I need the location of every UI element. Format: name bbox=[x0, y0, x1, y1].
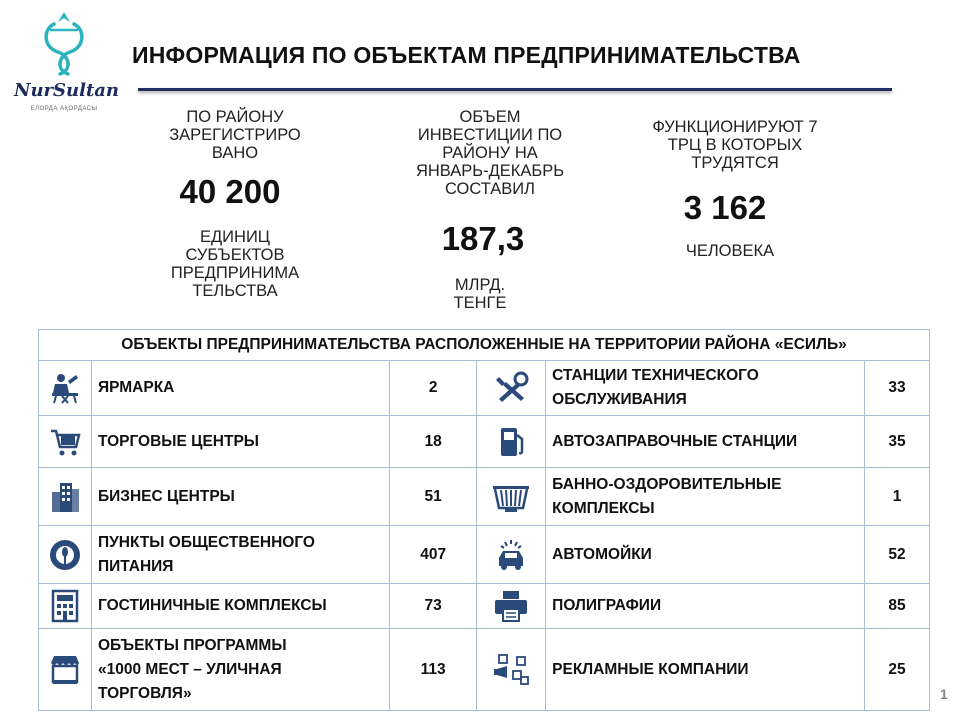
table-cell-value: 25 bbox=[865, 629, 930, 711]
table-cell-icon bbox=[477, 468, 546, 526]
table-cell-label: БИЗНЕС ЦЕНТРЫ bbox=[92, 468, 390, 526]
tools-icon bbox=[491, 371, 531, 405]
stat-3-value: 3 162 bbox=[683, 189, 767, 226]
table-header: ОБЪЕКТЫ ПРЕДПРИНИМАТЕЛЬСТВА РАСПОЛОЖЕННЫЕ НА ТЕРРИТОРИИ РАЙОНА «ЕСИЛЬ» bbox=[39, 330, 930, 361]
page-title: ИНФОРМАЦИЯ ПО ОБЪЕКТАМ ПРЕДПРИНИМАТЕЛЬСТВА bbox=[132, 42, 801, 68]
table-row bbox=[39, 416, 930, 468]
logo-text: NurSultan bbox=[14, 80, 120, 101]
table-cell-label: АВТОМОЙКИ bbox=[546, 526, 865, 584]
advertising-icon bbox=[491, 653, 531, 687]
hotel-icon bbox=[48, 589, 82, 623]
table-cell-icon bbox=[39, 468, 92, 526]
table-cell-label: БАННО-ОЗДОРОВИТЕЛЬНЫЕ КОМПЛЕКСЫ bbox=[546, 468, 865, 526]
table-cell-icon bbox=[477, 416, 546, 468]
table-cell-value: 113 bbox=[390, 629, 477, 711]
table-cell-value: 35 bbox=[865, 416, 930, 468]
bath-icon bbox=[491, 480, 531, 514]
table-cell-icon bbox=[477, 526, 546, 584]
table-cell-icon bbox=[39, 526, 92, 584]
fair-icon bbox=[48, 371, 82, 405]
table-cell-icon bbox=[39, 416, 92, 468]
office-building-icon bbox=[48, 480, 82, 514]
table-cell-label: ТОРГОВЫЕ ЦЕНТРЫ bbox=[92, 416, 390, 468]
business-objects-table bbox=[38, 329, 930, 711]
table-row bbox=[39, 584, 930, 629]
table-cell-icon bbox=[477, 629, 546, 711]
table-cell-icon bbox=[39, 584, 92, 629]
logo-emblem-icon bbox=[14, 8, 114, 82]
table-row bbox=[39, 361, 930, 416]
stat-2-bottom: МЛРД. ТЕНГЕ bbox=[453, 276, 507, 312]
table-cell-label: ГОСТИНИЧНЫЕ КОМПЛЕКСЫ bbox=[92, 584, 390, 629]
table-cell-icon bbox=[477, 361, 546, 416]
table-cell-label: ОБЪЕКТЫ ПРОГРАММЫ «1000 МЕСТ – УЛИЧНАЯ ТОРГОВЛЯ» bbox=[92, 629, 390, 711]
printer-icon bbox=[491, 589, 531, 623]
table-cell-value: 407 bbox=[390, 526, 477, 584]
table-cell-label: ПУНКТЫ ОБЩЕСТВЕННОГО ПИТАНИЯ bbox=[92, 526, 390, 584]
stat-2-top: ОБЪЕМ ИНВЕСТИЦИИ ПО РАЙОНУ НА ЯНВАРЬ-ДЕКАБРЬ СОСТАВИЛ bbox=[415, 108, 565, 198]
stat-1-top: ПО РАЙОНУ ЗАРЕГИСТРИРО ВАНО bbox=[169, 108, 301, 162]
table-row bbox=[39, 468, 930, 526]
page-number: 1 bbox=[940, 686, 948, 702]
table-cell-value: 33 bbox=[865, 361, 930, 416]
title-divider bbox=[138, 88, 892, 91]
table-header-row bbox=[39, 330, 930, 361]
table-cell-label: АВТОЗАПРАВОЧНЫЕ СТАНЦИИ bbox=[546, 416, 865, 468]
table-cell-value: 52 bbox=[865, 526, 930, 584]
stat-1-value: 40 200 bbox=[179, 173, 281, 210]
stat-3-top: ФУНКЦИОНИРУЮТ 7 ТРЦ В КОТОРЫХ ТРУДЯТСЯ bbox=[652, 118, 818, 172]
table-cell-icon bbox=[39, 361, 92, 416]
table-cell-icon bbox=[39, 629, 92, 711]
table-cell-icon bbox=[477, 584, 546, 629]
table-cell-label: РЕКЛАМНЫЕ КОМПАНИИ bbox=[546, 629, 865, 711]
stat-1-bottom: ЕДИНИЦ СУБЪЕКТОВ ПРЕДПРИНИМА ТЕЛЬСТВА bbox=[170, 228, 300, 300]
stat-2-value: 187,3 bbox=[441, 220, 525, 257]
table-cell-label: СТАНЦИИ ТЕХНИЧЕСКОГО ОБСЛУЖИВАНИЯ bbox=[546, 361, 865, 416]
table-cell-value: 51 bbox=[390, 468, 477, 526]
table-cell-label: ПОЛИГРАФИИ bbox=[546, 584, 865, 629]
car-wash-icon bbox=[491, 538, 531, 572]
shopping-cart-icon bbox=[48, 425, 82, 459]
logo-subtext: ЕЛОРДА АҚОРДАСЫ bbox=[30, 106, 98, 112]
table-row bbox=[39, 526, 930, 584]
table-cell-value: 73 bbox=[390, 584, 477, 629]
fuel-pump-icon bbox=[491, 425, 531, 459]
table-cell-label: ЯРМАРКА bbox=[92, 361, 390, 416]
market-stall-icon bbox=[48, 653, 82, 687]
restaurant-icon bbox=[48, 538, 82, 572]
table-cell-value: 2 bbox=[390, 361, 477, 416]
table-row bbox=[39, 629, 930, 711]
table-cell-value: 18 bbox=[390, 416, 477, 468]
stat-3-bottom: ЧЕЛОВЕКА bbox=[685, 242, 775, 260]
table-cell-value: 1 bbox=[865, 468, 930, 526]
table-cell-value: 85 bbox=[865, 584, 930, 629]
nur-sultan-logo bbox=[14, 8, 120, 128]
